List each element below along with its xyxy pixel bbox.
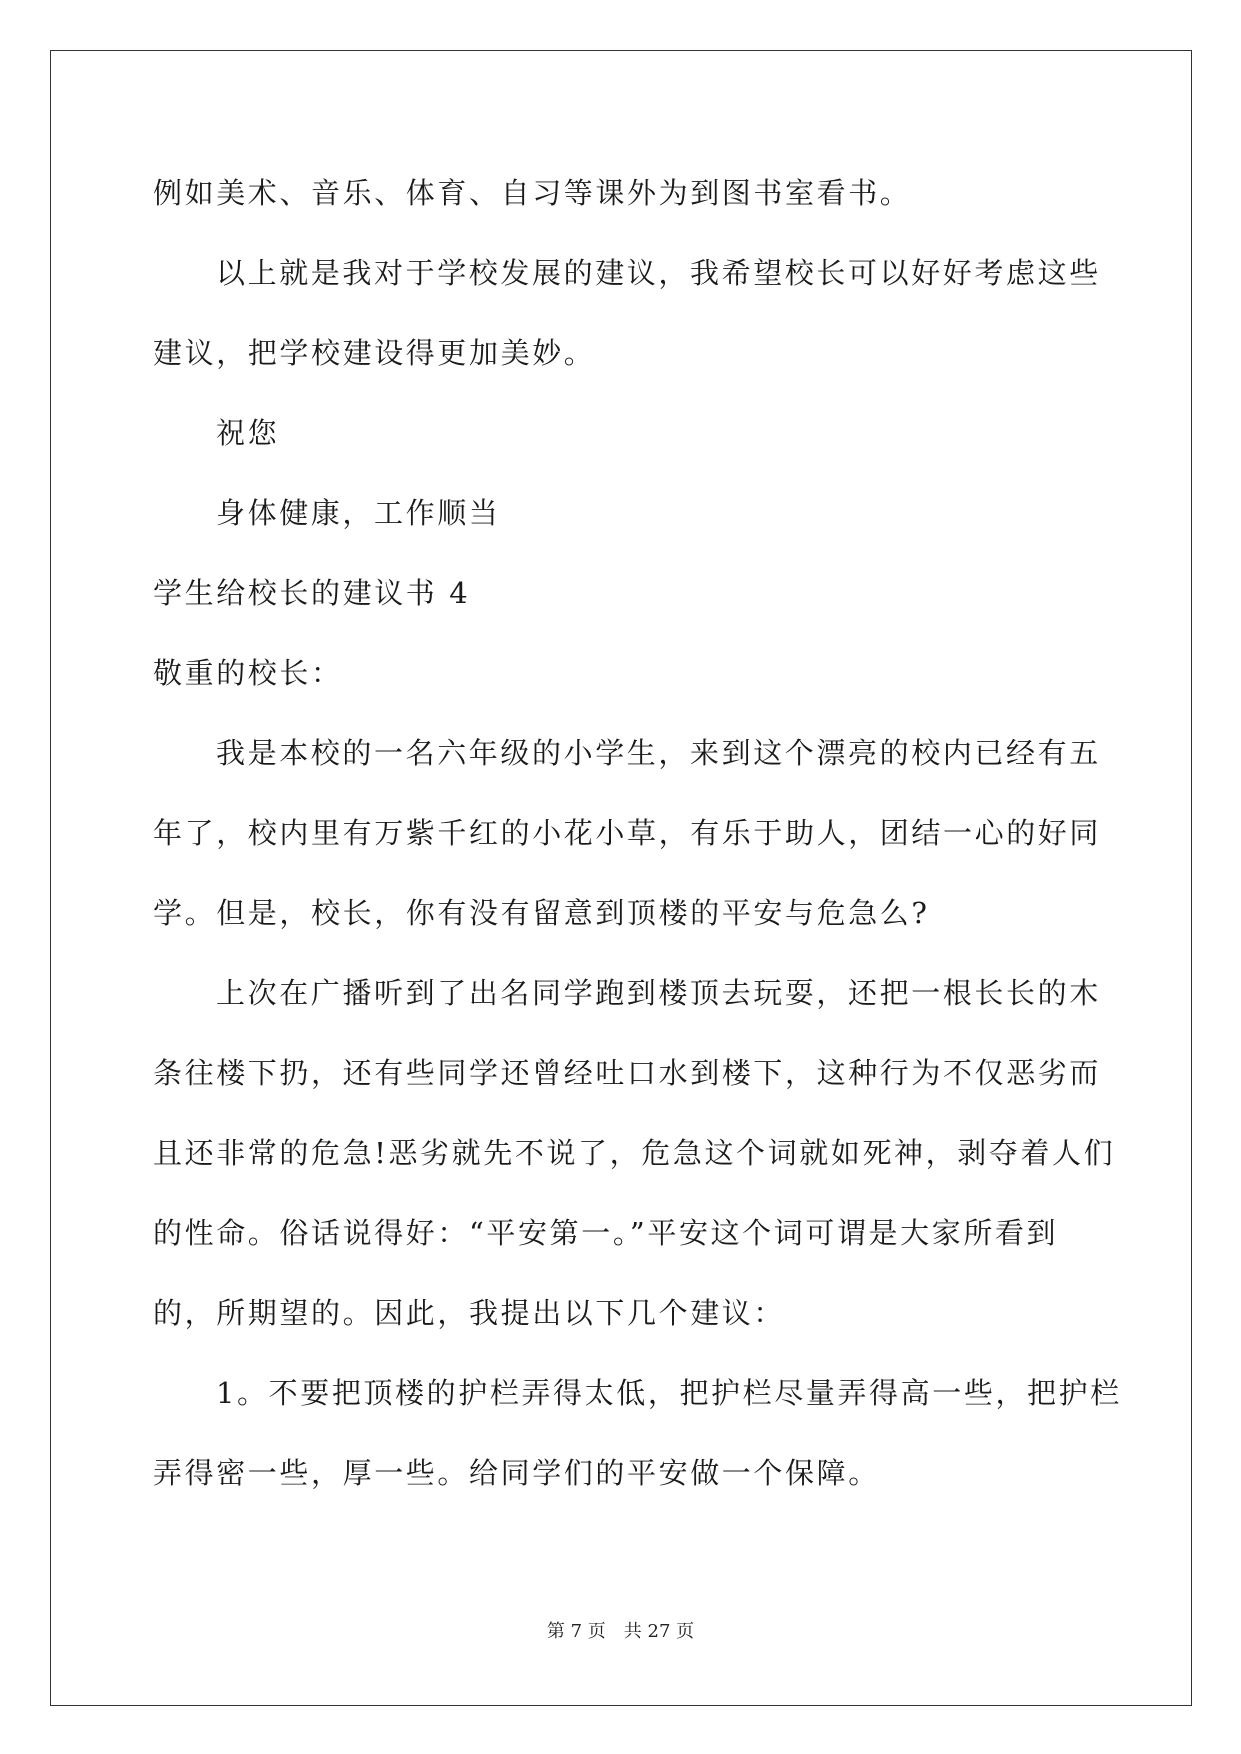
salutation-line: 祝您 (216, 416, 280, 450)
paragraph-line: 弄得密一些，厚一些。给同学们的平安做一个保障。 (153, 1456, 880, 1490)
page-total: 共 27 页 (623, 1621, 695, 1642)
paragraph-line: 的性命。俗话说得好：“平安第一。”平安这个词可谓是大家所看到 (153, 1216, 1059, 1250)
paragraph-line: 我是本校的一名六年级的小学生，来到这个漂亮的校内已经有五 (216, 736, 1101, 770)
closing-wish-line: 身体健康，工作顺当 (216, 496, 501, 530)
paragraph-line: 条往楼下扔，还有些同学还曾经吐口水到楼下，这种行为不仅恶劣而 (153, 1056, 1102, 1090)
paragraph-line: 的，所期望的。因此，我提出以下几个建议： (153, 1296, 786, 1330)
section-title: 学生给校长的建议书 4 (153, 576, 471, 610)
paragraph-line: 以上就是我对于学校发展的建议，我希望校长可以好好考虑这些 (216, 256, 1101, 290)
greeting-line: 敬重的校长： (153, 656, 343, 690)
paragraph-line: 上次在广播听到了出名同学跑到楼顶去玩耍，还把一根长长的木 (216, 976, 1101, 1010)
page-footer (0, 1620, 1241, 1644)
paragraph-line: 建议，把学校建设得更加美妙。 (153, 336, 596, 370)
page-number: 第 7 页 (546, 1621, 606, 1642)
paragraph-line: 且还非常的危急!恶劣就先不说了，危急这个词就如死神，剥夺着人们 (153, 1136, 1116, 1170)
paragraph-line: 1。不要把顶楼的护栏弄得太低，把护栏尽量弄得高一些，把护栏 (216, 1376, 1122, 1410)
paragraph-line: 例如美术、音乐、体育、自习等课外为到图书室看书。 (153, 176, 912, 210)
paragraph-line: 年了，校内里有万紫千红的小花小草，有乐于助人，团结一心的好同 (153, 816, 1102, 850)
paragraph-line: 学。但是，校长，你有没有留意到顶楼的平安与危急么? (153, 896, 930, 930)
